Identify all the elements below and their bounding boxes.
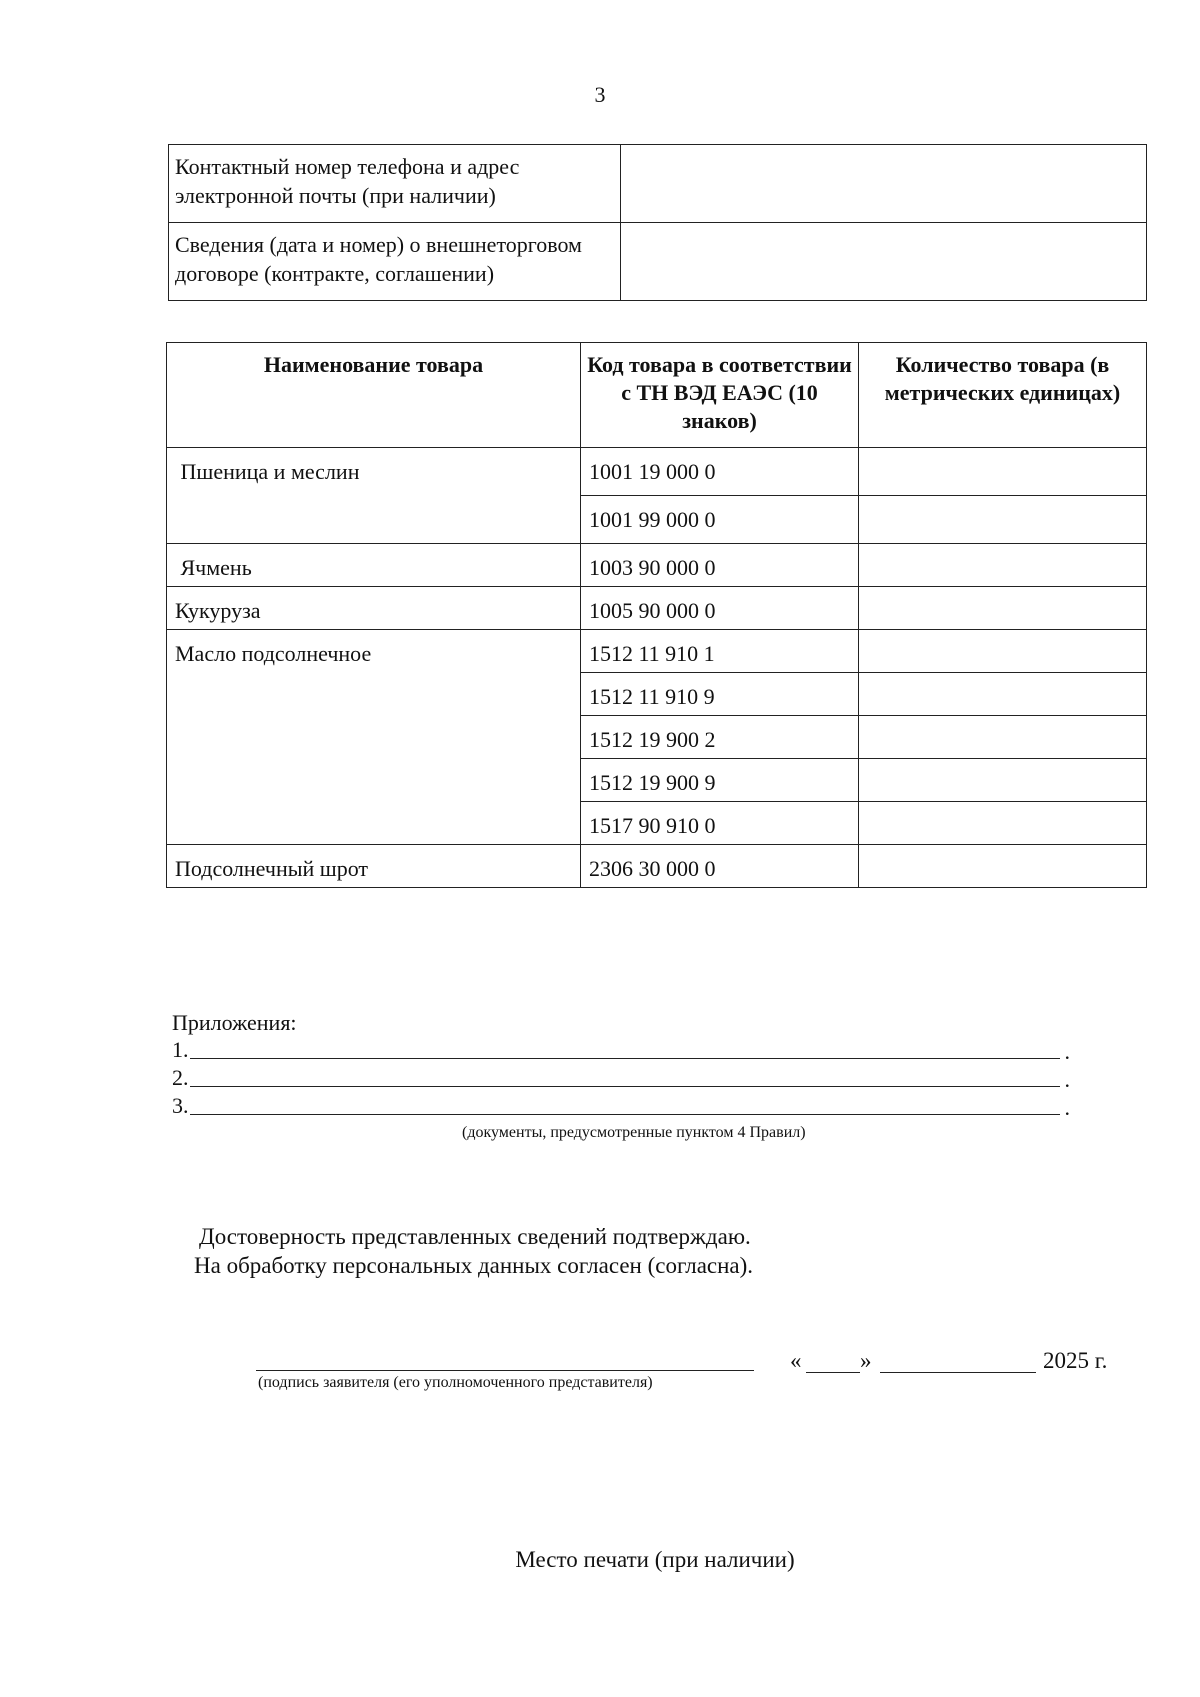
goods-code: 1512 19 900 2 (581, 716, 859, 759)
goods-code: 2306 30 000 0 (581, 845, 859, 888)
date-day-field[interactable] (806, 1372, 860, 1373)
quantity-field[interactable] (859, 587, 1147, 630)
quantity-field[interactable] (859, 448, 1147, 496)
attachment-rule (190, 1086, 1060, 1087)
attachment-line-2[interactable] (172, 1065, 1070, 1093)
header-goods-name: Наименование товара (167, 343, 581, 448)
confirmation-statement: Достоверность представленных сведений подтверждаю. (199, 1224, 751, 1249)
attachment-line-1[interactable] (172, 1037, 1070, 1065)
signature-caption: (подпись заявителя (его уполномоченного представителя) (258, 1374, 653, 1391)
goods-table (166, 342, 1147, 888)
goods-code: 1517 90 910 0 (581, 802, 859, 845)
quantity-field[interactable] (859, 496, 1147, 544)
quantity-field[interactable] (859, 630, 1147, 673)
table-row (167, 448, 1147, 496)
attachments-caption: (документы, предусмотренные пунктом 4 Правил) (462, 1124, 806, 1141)
consent-statement: На обработку персональных данных согласен (согласна). (194, 1253, 754, 1278)
header-goods-code: Код товара в соответствии с ТН ВЭД ЕАЭС (10 знаков) (581, 343, 859, 448)
date-year: 2025 г. (1043, 1348, 1108, 1373)
goods-code: 1001 19 000 0 (581, 448, 859, 496)
table-row (169, 145, 1147, 223)
goods-code: 1005 90 000 0 (581, 587, 859, 630)
contract-info-field[interactable] (621, 223, 1147, 301)
goods-code: 1003 90 000 0 (581, 544, 859, 587)
table-row (167, 544, 1147, 587)
goods-code: 1001 99 000 0 (581, 496, 859, 544)
page-number: 3 (594, 82, 606, 107)
attachment-rule (190, 1058, 1060, 1059)
stamp-place: Место печати (при наличии) (515, 1547, 795, 1572)
header-goods-quantity: Количество товара (в метрических единицах) (859, 343, 1147, 448)
quantity-field[interactable] (859, 544, 1147, 587)
goods-name-sunflower-oil: Масло подсолнечное (167, 630, 581, 845)
table-row (169, 223, 1147, 301)
table-row (167, 845, 1147, 888)
attachment-line-3[interactable] (172, 1093, 1070, 1121)
contact-phone-email-label: Контактный номер телефона и адрес электронной почты (при наличии) (169, 145, 621, 223)
goods-name-sunflower-meal: Подсолнечный шрот (167, 845, 581, 888)
date-close-quote: » (860, 1348, 872, 1373)
goods-name-wheat: Пшеница и меслин (167, 448, 581, 544)
date-month-field[interactable] (880, 1372, 1036, 1373)
attachment-number: 2. (172, 1065, 189, 1090)
goods-code: 1512 19 900 9 (581, 759, 859, 802)
attachment-end-mark: . (1064, 1067, 1070, 1092)
attachment-end-mark: . (1064, 1039, 1070, 1064)
table-row (167, 630, 1147, 673)
goods-name-barley: Ячмень (167, 544, 581, 587)
goods-code: 1512 11 910 1 (581, 630, 859, 673)
quantity-field[interactable] (859, 845, 1147, 888)
attachment-rule (190, 1114, 1060, 1115)
attachments-title: Приложения: (172, 1010, 297, 1035)
contact-info-table (168, 144, 1147, 301)
contract-info-label: Сведения (дата и номер) о внешнеторговом договоре (контракте, соглашении) (169, 223, 621, 301)
attachment-end-mark: . (1064, 1095, 1070, 1120)
table-row (167, 587, 1147, 630)
quantity-field[interactable] (859, 673, 1147, 716)
quantity-field[interactable] (859, 716, 1147, 759)
signature-line[interactable] (256, 1370, 754, 1371)
quantity-field[interactable] (859, 759, 1147, 802)
contact-phone-email-field[interactable] (621, 145, 1147, 223)
goods-name-corn: Кукуруза (167, 587, 581, 630)
quantity-field[interactable] (859, 802, 1147, 845)
date-open-quote: « (790, 1348, 802, 1373)
goods-code: 1512 11 910 9 (581, 673, 859, 716)
table-header-row (167, 343, 1147, 448)
attachment-number: 1. (172, 1037, 189, 1062)
attachment-number: 3. (172, 1093, 189, 1118)
